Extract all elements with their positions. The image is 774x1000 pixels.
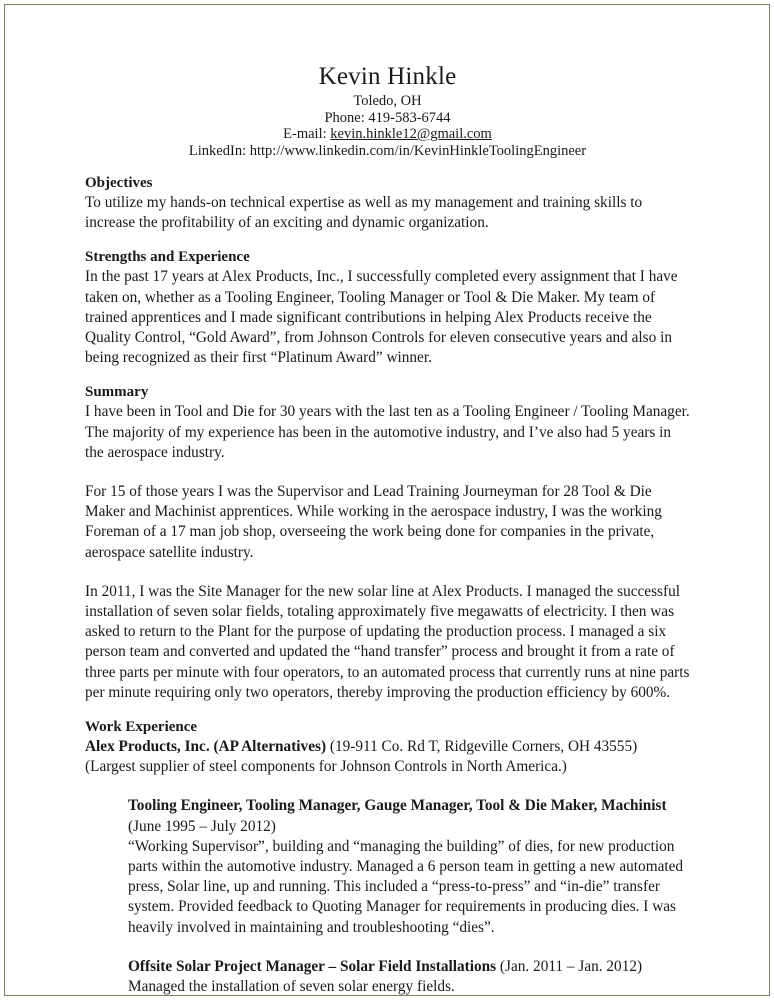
contact-linkedin-label: LinkedIn: [188, 142, 250, 159]
job-dates: (June 1995 – July 2012) [128, 817, 276, 835]
contact-email-line [85, 126, 690, 143]
job-entry [128, 957, 690, 997]
summary-heading: Summary [85, 384, 149, 401]
contact-location: Toledo, OH [353, 93, 422, 109]
contact-email-link[interactable]: kevin.hinkle12@gmail.com [330, 126, 492, 142]
strengths-body: In the past 17 years at Alex Products, Inc., I successfully completed every assignment that I have taken on, whether as a Tooling Engineer, Tooling Manager or Tool & Die Maker. My team of trained apprentices and I made significant contributions in helping Alex Products receive the Quality Control, “Gold Award”, from Johnson Controls for eleven consecutive years and also in being recognized as their first “Platinum Award” winner. [85, 268, 678, 367]
contact-linkedin-url[interactable]: http://www.linkedin.com/in/KevinHinkleToolingEngineer [249, 142, 587, 159]
resume-content [85, 62, 690, 997]
summary-paragraph-3: In 2011, I was the Site Manager for the new solar line at Alex Products. I managed the successful installation of seven solar fields, totaling approximately five megawatts of electricity. I then was asked to return to the Plant for the purpose of updating the production process. I managed a six person team and converted and updated the “hand transfer” process and brought it from a rate of three parts per minute with four operators, to an automated process that currently runs at nine parts per minute requiring only two operators, thereby improving the production efficiency by 600%. [85, 582, 690, 701]
section-summary [85, 383, 690, 703]
section-work-experience [85, 718, 690, 997]
contact-phone: Phone: 419-583-6744 [324, 109, 451, 126]
job-title: Tooling Engineer, Tooling Manager, Gauge Manager, Tool & Die Maker, Machinist [128, 797, 667, 815]
job-dates: (Jan. 2011 – Jan. 2012) [496, 957, 643, 975]
work-experience-heading: Work Experience [85, 719, 198, 736]
job-title: Offsite Solar Project Manager – Solar Field Installations [128, 957, 497, 975]
page-title: Kevin Hinkle [318, 63, 457, 90]
employer-details: (19-911 Co. Rd T, Ridgeville Corners, OH 43555) (Largest supplier of steel components for Johnson Controls in North America.) [85, 738, 638, 776]
resume-header [85, 62, 690, 159]
job-title-line [128, 957, 690, 977]
employer-name: Alex Products, Inc. (AP Alternatives) [85, 738, 327, 756]
summary-paragraph-1: I have been in Tool and Die for 30 years with the last ten as a Tooling Engineer / Tooling Manager. The majority of my experience has been in the automotive industry, and I’ve also had 5 years in the aerospace industry. [85, 403, 690, 461]
objectives-heading: Objectives [85, 175, 153, 191]
strengths-heading: Strengths and Experience [85, 249, 250, 266]
contact-email-label: E-mail: [283, 126, 331, 142]
job-description: “Working Supervisor”, building and “managing the building” of dies, for new production parts within the automotive industry. Managed a 6 person team in getting a new automated press, Solar line, up and running. This included a “press-to-press” and “in-die” transfer system. Provided feedback to Quoting Manager for requirements in producing dies. I was heavily involved in maintaining and troubleshooting “dies”. [128, 837, 684, 936]
section-objectives [85, 174, 690, 233]
job-entry [128, 796, 690, 937]
objectives-body: To utilize my hands-on technical expertise as well as my management and training skills to increase the profitability of an exciting and dynamic organization. [85, 194, 643, 232]
job-description: Managed the installation of seven solar energy fields. [128, 978, 455, 996]
employer-line [85, 737, 690, 777]
summary-paragraph-2: For 15 of those years I was the Supervisor and Lead Training Journeyman for 28 Tool & Die Maker and Machinist apprentices. While working in the aerospace industry, I was the working Foreman of a 17 man job shop, overseeing the work being done for companies in the private, aerospace satellite industry. [85, 483, 662, 561]
section-strengths [85, 248, 690, 368]
contact-linkedin-line [85, 143, 690, 160]
